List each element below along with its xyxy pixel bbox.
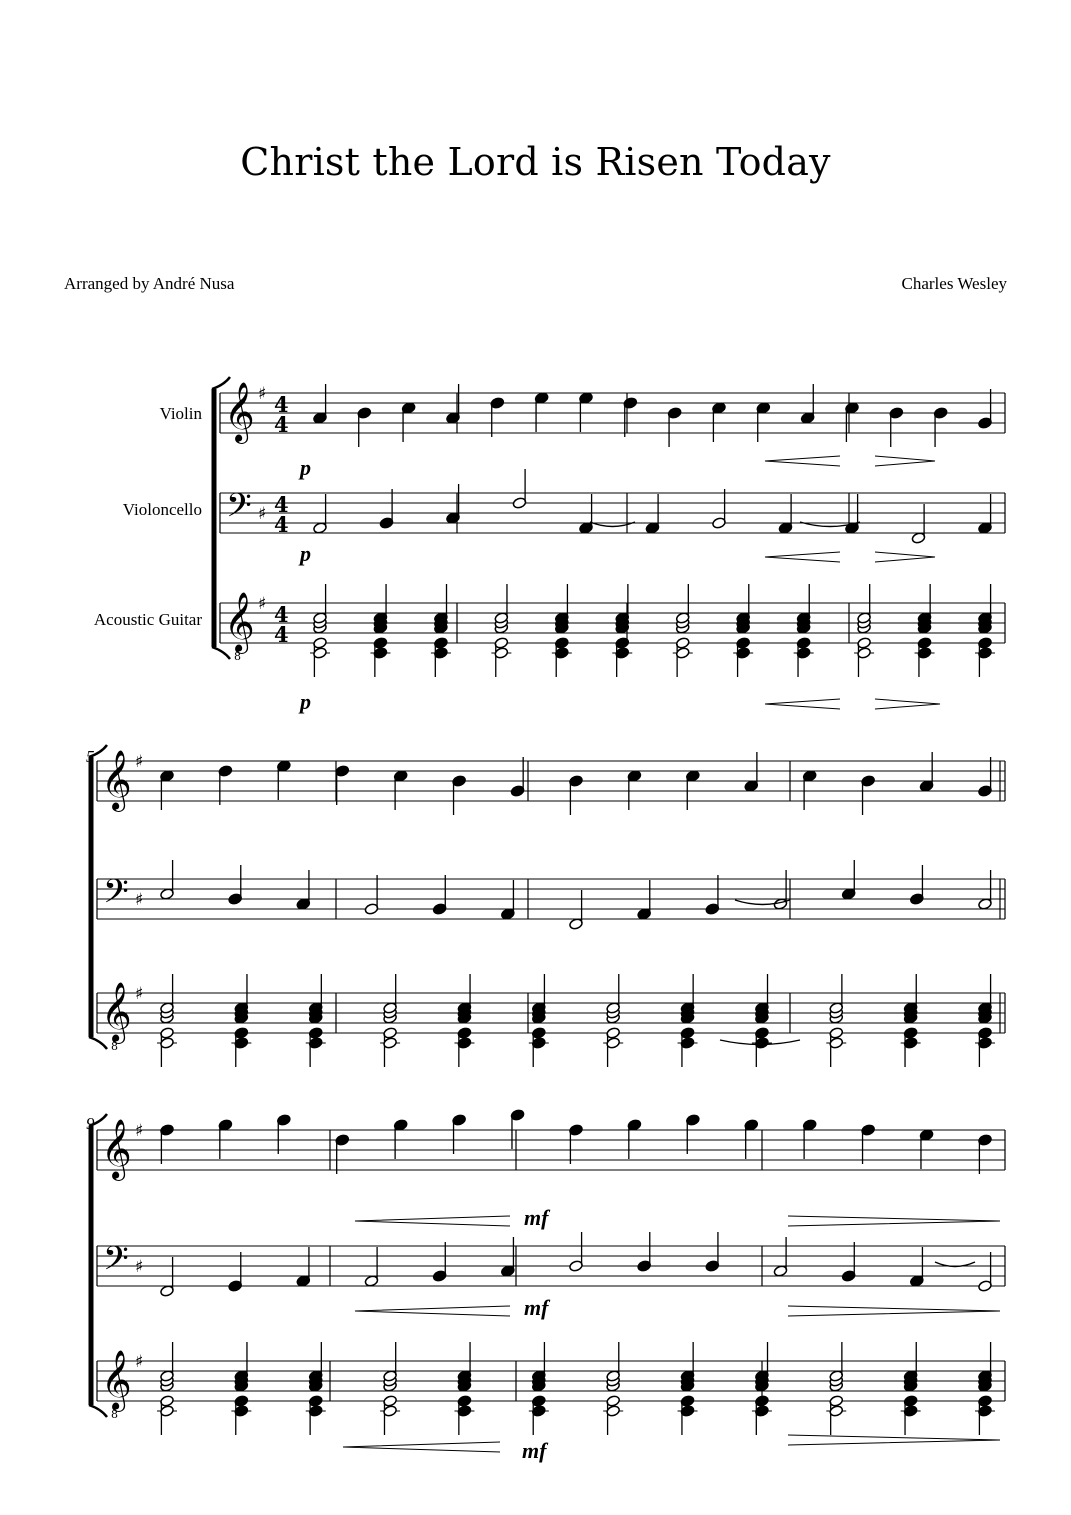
guitar-octave-mark: 8 — [111, 1040, 118, 1053]
time-signature-top: 4 — [274, 602, 289, 627]
arranger-credit: Arranged by André Nusa — [64, 274, 235, 293]
instrument-label-cello: Violoncello — [122, 500, 202, 519]
crescendo-hairpin — [765, 552, 840, 562]
time-signature-bottom: 4 — [274, 622, 289, 647]
measure-number: 9 — [86, 1114, 95, 1133]
composer-credit: Charles Wesley — [901, 274, 1007, 293]
bass-clef-icon: 𝄢 — [226, 487, 252, 533]
sharp-icon: ♯ — [258, 504, 267, 524]
treble-clef-icon: 𝄞 — [101, 982, 132, 1042]
dynamic-marking: p — [300, 541, 311, 566]
guitar-octave-mark: 8 — [234, 650, 241, 663]
measure-number: 5 — [86, 747, 95, 766]
instrument-label-guitar: Acoustic Guitar — [93, 610, 202, 629]
time-signature-top: 4 — [274, 492, 289, 517]
decrescendo-hairpin — [875, 552, 935, 562]
crescendo-hairpin — [765, 456, 840, 466]
treble-clef-icon: 𝄞 — [101, 1350, 132, 1410]
crescendo-hairpin — [355, 1216, 510, 1226]
dynamic-marking: p — [300, 689, 311, 714]
instrument-label-violin: Violin — [159, 404, 202, 423]
dynamic-marking: mf — [524, 1295, 549, 1320]
bass-clef-icon: 𝄢 — [103, 1240, 129, 1286]
decrescendo-hairpin — [875, 699, 940, 709]
crescendo-hairpin — [765, 699, 840, 709]
crescendo-hairpin — [355, 1306, 510, 1316]
sharp-icon: ♯ — [135, 1121, 144, 1141]
sharp-icon: ♯ — [135, 1352, 144, 1372]
decrescendo-hairpin — [788, 1216, 1000, 1226]
treble-clef-icon: 𝄞 — [101, 750, 132, 810]
decrescendo-hairpin — [788, 1306, 1000, 1316]
dynamic-marking: mf — [522, 1438, 547, 1463]
sharp-icon: ♯ — [135, 1257, 144, 1277]
time-signature-bottom: 4 — [274, 412, 289, 437]
sharp-icon: ♯ — [258, 384, 267, 404]
time-signature-top: 4 — [274, 392, 289, 417]
sharp-icon: ♯ — [135, 890, 144, 910]
treble-clef-icon: 𝄞 — [101, 1119, 132, 1179]
bass-clef-icon: 𝄢 — [103, 873, 129, 919]
crescendo-hairpin — [343, 1442, 500, 1452]
treble-clef-icon: 𝄞 — [224, 592, 255, 652]
dynamic-marking: p — [300, 455, 311, 480]
page-title: Christ the Lord is Risen Today — [240, 140, 831, 184]
sharp-icon: ♯ — [258, 594, 267, 614]
time-signature-bottom: 4 — [274, 512, 289, 537]
decrescendo-hairpin — [788, 1435, 1000, 1445]
sharp-icon: ♯ — [135, 752, 144, 772]
decrescendo-hairpin — [875, 456, 935, 466]
sharp-icon: ♯ — [135, 984, 144, 1004]
guitar-octave-mark: 8 — [111, 1408, 118, 1421]
dynamic-marking: mf — [524, 1205, 549, 1230]
treble-clef-icon: 𝄞 — [224, 382, 255, 442]
